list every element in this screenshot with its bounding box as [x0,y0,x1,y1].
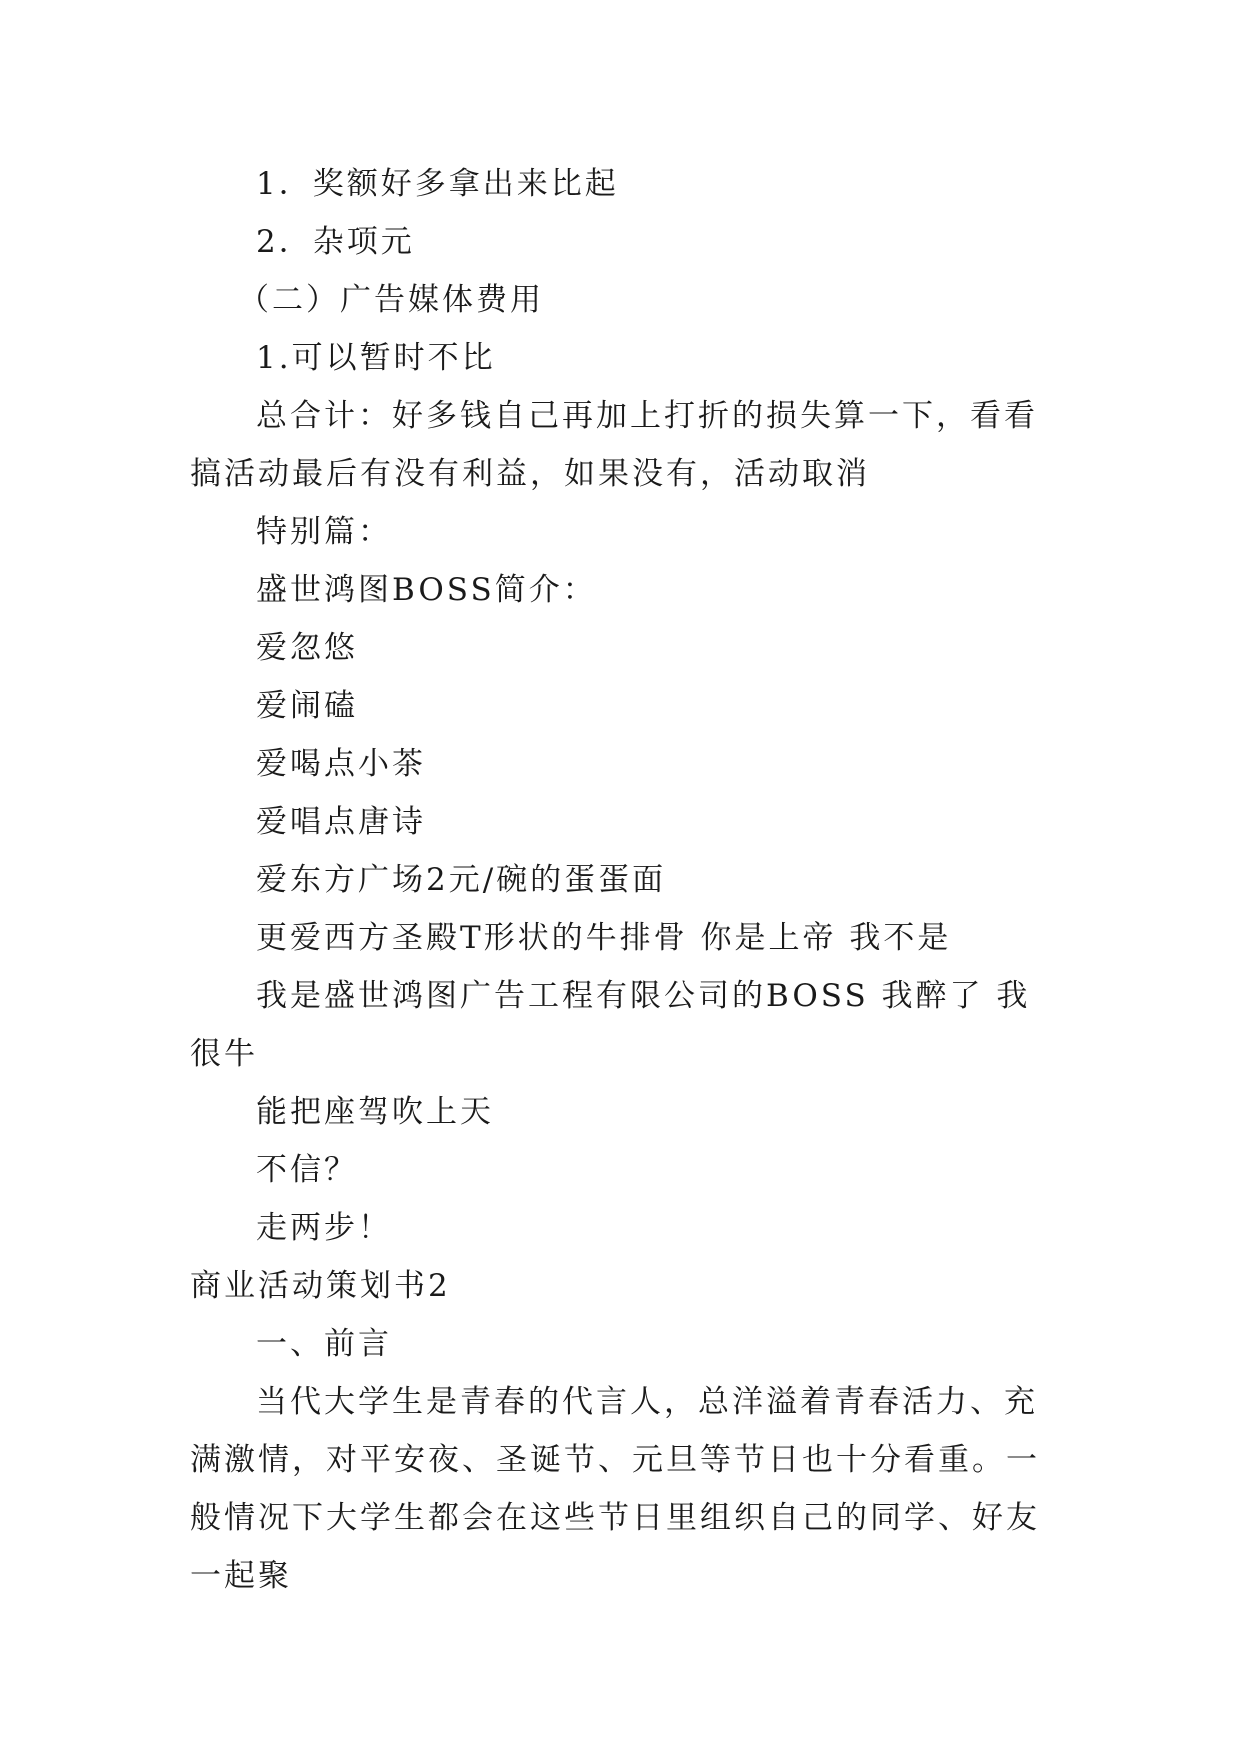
paragraph-line: 走两步！ [256,1210,392,1246]
paragraph-preface-body: 当代大学生是青春的代言人，总洋溢着青春活力、充满激情，对平安夜、圣诞节、元旦等节日也十分看重。一般情况下大学生都会在这些节日里组织自己的同学、好友一起聚 [190,1384,1040,1594]
section-heading-preface: 一、前言 [256,1326,392,1362]
document-section-title: 商业活动策划书2 [190,1268,451,1304]
paragraph-line: 更爱西方圣殿T形状的牛排骨 你是上帝 我不是 [256,920,952,956]
list-item-ad: 1.可以暂时不比 [256,340,496,376]
paragraph-line: 能把座驾吹上天 [256,1094,494,1130]
paragraph-total: 总合计：好多钱自己再加上打折的损失算一下，看看搞活动最后有没有利益，如果没有，活动取消 [190,398,1038,492]
list-item-misc: 2．杂项元 [256,224,415,260]
paragraph-line: 爱忽悠 [256,630,358,666]
paragraph-line: 爱喝点小茶 [256,746,426,782]
paragraph-line: 爱唱点唐诗 [256,804,426,840]
paragraph-line: 爱东方广场2元/碗的蛋蛋面 [256,862,667,898]
list-item-prize: 1．奖额好多拿出来比起 [256,166,619,202]
section-heading-ad-cost: （二）广告媒体费用 [238,282,544,318]
paragraph-boss-intro: 盛世鸿图BOSS简介： [256,572,597,608]
document-body [190,155,1050,1605]
paragraph-line: 不信？ [256,1152,358,1188]
paragraph-special: 特别篇： [256,514,392,550]
paragraph-line: 我是盛世鸿图广告工程有限公司的BOSS 我醉了 我很牛 [190,978,1031,1072]
paragraph-line: 爱闹磕 [256,688,358,724]
